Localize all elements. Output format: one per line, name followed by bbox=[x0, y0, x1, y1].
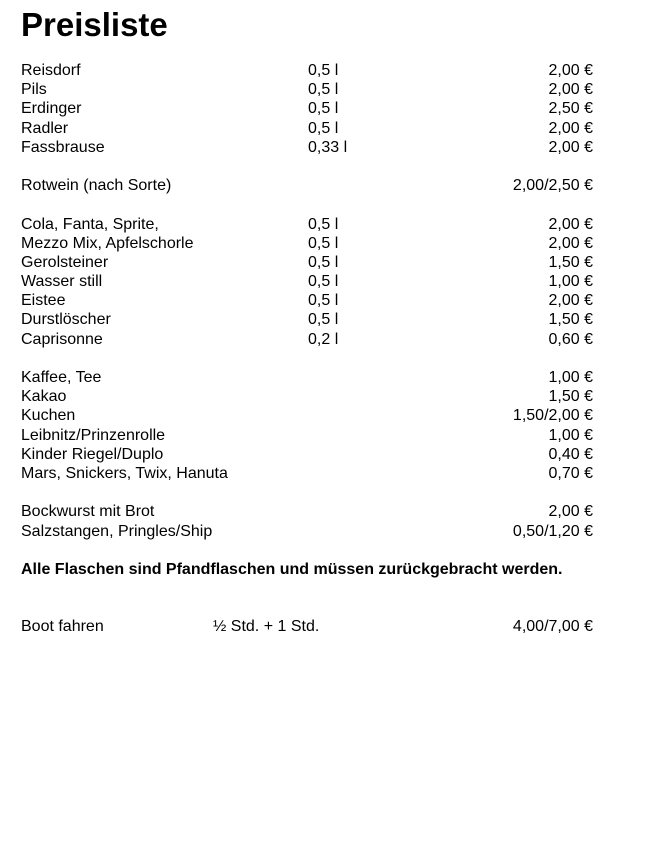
item-label: Bockwurst mit Brot bbox=[21, 503, 155, 521]
price-row bbox=[0, 522, 667, 541]
item-price: 1,50 € bbox=[548, 253, 593, 271]
item-label: Rotwein (nach Sorte) bbox=[21, 177, 172, 195]
item-quantity: 0,5 l bbox=[308, 311, 339, 329]
price-list-content bbox=[0, 61, 667, 637]
price-row bbox=[0, 502, 667, 521]
item-quantity: 0,5 l bbox=[308, 292, 339, 310]
item-quantity: 0,33 l bbox=[308, 138, 348, 156]
deposit-notice-text: Alle Flaschen sind Pfandflaschen und müssen zurückgebracht werden. bbox=[21, 560, 563, 578]
item-price: 2,00 € bbox=[548, 81, 593, 99]
item-label: Eistee bbox=[21, 292, 66, 310]
item-label: Pils bbox=[21, 81, 47, 99]
item-label: Fassbrause bbox=[21, 138, 105, 156]
item-label: Kaffee, Tee bbox=[21, 369, 102, 386]
item-price: 2,00 € bbox=[548, 138, 593, 156]
price-row bbox=[0, 291, 667, 310]
item-price: 0,60 € bbox=[548, 330, 593, 348]
item-price: 0,50/1,20 € bbox=[512, 522, 593, 540]
blank-line bbox=[0, 195, 667, 214]
item-price: 0,70 € bbox=[548, 464, 593, 482]
item-price: 0,40 € bbox=[548, 445, 593, 463]
price-row bbox=[0, 215, 667, 234]
item-price: 1,00 € bbox=[548, 273, 593, 291]
item-price: 1,00 € bbox=[548, 369, 593, 386]
item-label: Leibnitz/Prinzenrolle bbox=[21, 426, 166, 444]
item-price: 2,00 € bbox=[548, 119, 593, 137]
price-row bbox=[0, 61, 667, 80]
price-row bbox=[0, 119, 667, 138]
item-label: Erdinger bbox=[21, 100, 82, 118]
item-label: Caprisonne bbox=[21, 330, 103, 348]
item-price: 1,50 € bbox=[548, 388, 593, 406]
price-row bbox=[0, 138, 667, 157]
price-row bbox=[0, 253, 667, 272]
item-label: Durstlöscher bbox=[21, 311, 111, 329]
price-row bbox=[0, 176, 667, 195]
blank-lines bbox=[0, 579, 667, 617]
item-price: 2,00 € bbox=[548, 62, 593, 79]
page-title: Preisliste bbox=[21, 6, 168, 43]
price-row bbox=[0, 310, 667, 329]
item-quantity: 0,5 l bbox=[308, 234, 339, 252]
item-label: Kinder Riegel/Duplo bbox=[21, 445, 164, 463]
item-label: Mars, Snickers, Twix, Hanuta bbox=[21, 464, 228, 482]
item-price: 2,50 € bbox=[548, 100, 593, 118]
item-label: Boot fahren bbox=[21, 618, 104, 636]
item-quantity: 0,5 l bbox=[308, 253, 339, 271]
item-label: Salzstangen, Pringles/Ship bbox=[21, 522, 213, 540]
item-label: Reisdorf bbox=[21, 62, 81, 79]
item-price: 2,00/2,50 € bbox=[512, 177, 593, 195]
deposit-notice bbox=[0, 560, 667, 579]
blank-line bbox=[0, 157, 667, 176]
price-row bbox=[0, 426, 667, 445]
item-quantity: ½ Std. + 1 Std. bbox=[213, 618, 320, 636]
item-quantity: 0,5 l bbox=[308, 81, 339, 99]
item-label: Kakao bbox=[21, 388, 67, 406]
price-row bbox=[0, 99, 667, 118]
item-quantity: 0,5 l bbox=[308, 119, 339, 137]
item-price: 2,00 € bbox=[548, 234, 593, 252]
item-quantity: 0,5 l bbox=[308, 62, 339, 79]
item-quantity: 0,2 l bbox=[308, 330, 339, 348]
item-label: Radler bbox=[21, 119, 69, 137]
blank-line bbox=[0, 349, 667, 368]
price-row bbox=[0, 464, 667, 483]
price-row bbox=[0, 387, 667, 406]
item-price: 1,00 € bbox=[548, 426, 593, 444]
item-label: Mezzo Mix, Apfelschorle bbox=[21, 234, 194, 252]
item-label: Wasser still bbox=[21, 273, 103, 291]
price-row bbox=[0, 406, 667, 425]
item-label: Kuchen bbox=[21, 407, 76, 425]
item-label: Cola, Fanta, Sprite, bbox=[21, 215, 159, 233]
item-price: 1,50 € bbox=[548, 311, 593, 329]
price-row bbox=[0, 330, 667, 349]
price-row bbox=[0, 445, 667, 464]
blank-line bbox=[0, 483, 667, 502]
item-label: Gerolsteiner bbox=[21, 253, 109, 271]
price-row bbox=[0, 272, 667, 291]
item-quantity: 0,5 l bbox=[308, 215, 339, 233]
price-row bbox=[0, 80, 667, 99]
price-row bbox=[0, 617, 667, 636]
item-quantity: 0,5 l bbox=[308, 273, 339, 291]
item-quantity: 0,5 l bbox=[308, 100, 339, 118]
price-row bbox=[0, 234, 667, 253]
item-price: 1,50/2,00 € bbox=[512, 407, 593, 425]
price-row bbox=[0, 368, 667, 387]
item-price: 2,00 € bbox=[548, 503, 593, 521]
item-price: 2,00 € bbox=[548, 292, 593, 310]
blank-line bbox=[0, 541, 667, 560]
item-price: 4,00/7,00 € bbox=[512, 618, 593, 636]
item-price: 2,00 € bbox=[548, 215, 593, 233]
